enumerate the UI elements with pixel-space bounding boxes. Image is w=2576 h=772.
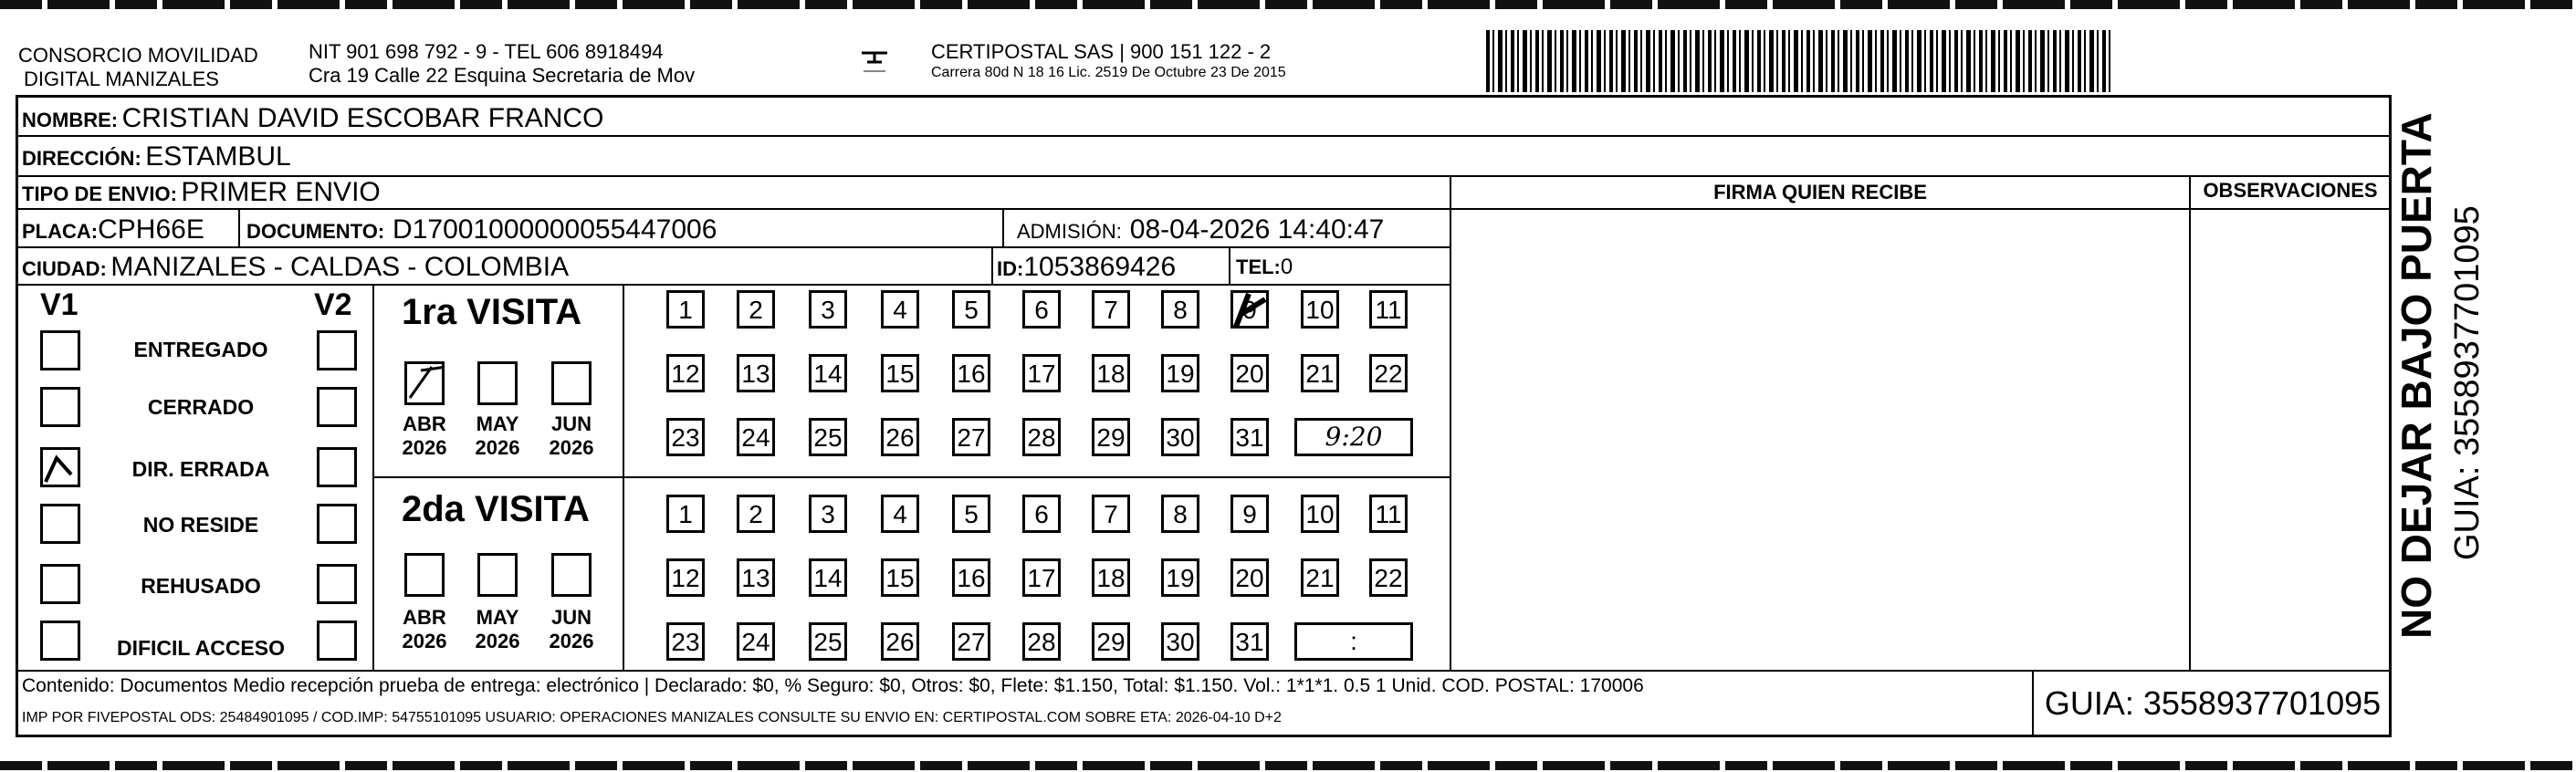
day-box[interactable]: 17 — [1022, 354, 1061, 392]
v2-checkbox-rehusado[interactable] — [317, 564, 357, 604]
day-box[interactable]: 8 — [1161, 290, 1199, 329]
day-box[interactable]: 25 — [809, 418, 847, 456]
carrier-logo — [858, 46, 891, 78]
day-box[interactable]: 21 — [1301, 558, 1339, 597]
tear-edge-top — [0, 0, 2576, 9]
day-box[interactable]: 7 — [1092, 495, 1130, 533]
day-box[interactable]: 15 — [881, 354, 919, 392]
day-box[interactable]: 7 — [1092, 290, 1130, 329]
side-guia-number: GUIA: 3558937701095 — [2448, 205, 2487, 560]
month-checkbox-abr-1[interactable] — [404, 361, 445, 405]
check-mark-icon — [40, 447, 80, 487]
day-box[interactable]: 1 — [666, 495, 705, 533]
day-box[interactable]: 6 — [1022, 290, 1061, 329]
status-dificil-acceso: DIFICIL ACCESO — [116, 636, 285, 660]
v1-checkbox-dificil-acceso[interactable] — [40, 621, 80, 661]
day-box[interactable]: 24 — [737, 622, 775, 661]
day-box[interactable]: 20 — [1230, 354, 1269, 392]
v1-checkbox-rehusado[interactable] — [40, 564, 80, 604]
day-box[interactable]: 30 — [1161, 622, 1199, 661]
month-checkbox-may-2[interactable] — [477, 553, 518, 597]
day-box[interactable]: 15 — [881, 558, 919, 597]
v1-checkbox-entregado[interactable] — [40, 330, 80, 370]
documento-field: DOCUMENTO: D17001000000055447006 — [246, 214, 717, 245]
v1-heading: V1 — [40, 287, 79, 322]
day-box[interactable]: 9 — [1230, 495, 1269, 533]
id-field: ID:1053869426 — [997, 252, 1177, 282]
col-divider — [1002, 208, 1004, 246]
observaciones-label: OBSERVACIONES — [2203, 179, 2378, 202]
status-cerrado: CERRADO — [147, 395, 255, 419]
month-checkbox-jun-1[interactable] — [551, 361, 592, 405]
handwritten-mark-icon — [1229, 287, 1274, 332]
day-box[interactable]: 27 — [952, 418, 990, 456]
time-box[interactable]: 9:20 — [1294, 418, 1413, 456]
day-box[interactable]: 28 — [1022, 418, 1061, 456]
day-box[interactable]: 12 — [666, 558, 705, 597]
day-box[interactable]: 20 — [1230, 558, 1269, 597]
day-box[interactable]: 23 — [666, 418, 705, 456]
day-box[interactable]: 26 — [881, 622, 919, 661]
month-label-abr-2: ABR 2026 — [402, 606, 447, 652]
day-box[interactable]: 1 — [666, 290, 705, 329]
day-box[interactable]: 12 — [666, 354, 705, 392]
time-box[interactable]: : — [1294, 622, 1413, 661]
status-entregado: ENTREGADO — [133, 338, 268, 361]
day-box[interactable]: 25 — [809, 622, 847, 661]
nombre-field: NOMBRE: CRISTIAN DAVID ESCOBAR FRANCO — [22, 103, 604, 133]
firma-label: FIRMA QUIEN RECIBE — [1713, 181, 1927, 203]
second-visit-title: 2da VISITA — [402, 489, 590, 529]
status-no-reside: NO RESIDE — [142, 513, 259, 537]
v2-checkbox-no-reside[interactable] — [317, 504, 357, 544]
v1-checkbox-cerrado[interactable] — [40, 387, 80, 427]
tear-edge-bottom — [0, 761, 2576, 770]
day-box[interactable]: 19 — [1161, 354, 1199, 392]
day-box[interactable]: 5 — [952, 290, 990, 329]
day-box[interactable]: 14 — [809, 354, 847, 392]
carrier-info: CERTIPOSTAL SAS | 900 151 122 - 2 Carrera 80d N 18 16 Lic. 2519 De Octubre 23 De 2015 — [931, 40, 1286, 80]
month-label-abr: ABR 2026 — [402, 412, 447, 459]
day-box[interactable]: 6 — [1022, 495, 1061, 533]
day-box[interactable]: 18 — [1092, 354, 1130, 392]
day-box[interactable]: 11 — [1369, 495, 1408, 533]
day-box[interactable]: 31 — [1230, 418, 1269, 456]
first-visit-title: 1ra VISITA — [402, 292, 582, 332]
day-box[interactable]: 8 — [1161, 495, 1199, 533]
month-label-jun-2: JUN 2026 — [549, 606, 594, 652]
tipo-envio-field: TIPO DE ENVIO: PRIMER ENVIO — [22, 177, 381, 207]
v2-checkbox-dir-errada[interactable] — [317, 447, 357, 487]
day-box[interactable]: 28 — [1022, 622, 1061, 661]
tel-field: TEL:0 — [1236, 255, 1293, 279]
admision-field: ADMISIÓN: 08-04-2026 14:40:47 — [1017, 214, 1385, 245]
ciudad-field: CIUDAD: MANIZALES - CALDAS - COLOMBIA — [22, 252, 570, 282]
month-checkbox-jun-2[interactable] — [551, 553, 592, 597]
day-box[interactable]: 22 — [1369, 558, 1408, 597]
day-box[interactable]: 14 — [809, 558, 847, 597]
month-checkbox-abr-2[interactable] — [404, 553, 445, 597]
no-dejar-bajo-puerta-warning: NO DEJAR BAJO PUERTA — [2393, 112, 2440, 639]
day-box[interactable]: 17 — [1022, 558, 1061, 597]
footer-print-line: IMP POR FIVEPOSTAL ODS: 25484901095 / COD.IMP: 54755101095 USUARIO: OPERACIONES MANIZALES CONSULTE SU ENVIO EN: CERTIPOSTAL.COM SOBRE ETA: 2026-04-10 D+2 — [22, 710, 1282, 725]
day-box[interactable]: 21 — [1301, 354, 1339, 392]
status-dir-errada: DIR. ERRADA — [131, 457, 270, 481]
day-box[interactable]: 31 — [1230, 622, 1269, 661]
day-box[interactable]: 22 — [1369, 354, 1408, 392]
day-box[interactable]: 11 — [1369, 290, 1408, 329]
v1-checkbox-no-reside[interactable] — [40, 504, 80, 544]
v2-checkbox-dificil-acceso[interactable] — [317, 621, 357, 661]
day-box[interactable]: 5 — [952, 495, 990, 533]
barcode — [1486, 30, 2112, 92]
day-box[interactable]: 24 — [737, 418, 775, 456]
day-box[interactable]: 30 — [1161, 418, 1199, 456]
month-label-may-2: MAY 2026 — [475, 606, 520, 652]
guia-box: GUIA: 3558937701095 — [2032, 670, 2392, 737]
month-checkbox-may-1[interactable] — [477, 361, 518, 405]
company-nit: NIT 901 698 792 - 9 - TEL 606 8918494 Cra 19 Calle 22 Esquina Secretaria de Mov — [309, 40, 696, 87]
status-rehusado: REHUSADO — [141, 574, 261, 598]
check-mark-icon — [404, 361, 445, 405]
day-box[interactable]: 26 — [881, 418, 919, 456]
v2-heading: V2 — [314, 287, 352, 322]
day-box[interactable]: 13 — [737, 558, 775, 597]
day-box[interactable]: 2 — [737, 495, 775, 533]
footer-content-line: Contenido: Documentos Medio recepción prueba de entrega: electrónico | Declarado: $0, % Seguro: $0, Otros: $0, Flete: $1.150, Total: $1.150. Vol.: 1*1*1. 0.5 1 Unid. COD. POSTAL: 170006 — [22, 675, 1644, 696]
v1-checkbox-dir-errada[interactable] — [40, 447, 80, 487]
day-box[interactable]: 9 — [1230, 290, 1269, 329]
day-box[interactable]: 29 — [1092, 622, 1130, 661]
day-box[interactable]: 2 — [737, 290, 775, 329]
day-box[interactable]: 23 — [666, 622, 705, 661]
day-box[interactable]: 3 — [809, 495, 847, 533]
day-box[interactable]: 18 — [1092, 558, 1130, 597]
observations-area[interactable] — [2191, 208, 2390, 670]
day-box[interactable]: 19 — [1161, 558, 1199, 597]
day-box[interactable]: 13 — [737, 354, 775, 392]
month-label-jun: JUN 2026 — [549, 412, 594, 459]
v2-checkbox-entregado[interactable] — [317, 330, 357, 370]
month-label-may: MAY 2026 — [475, 412, 520, 459]
day-box[interactable]: 16 — [952, 558, 990, 597]
day-box[interactable]: 16 — [952, 354, 990, 392]
day-box[interactable]: 10 — [1301, 495, 1339, 533]
day-box[interactable]: 27 — [952, 622, 990, 661]
v2-checkbox-cerrado[interactable] — [317, 387, 357, 427]
col-divider — [1229, 246, 1230, 284]
day-box[interactable]: 3 — [809, 290, 847, 329]
day-box[interactable]: 10 — [1301, 290, 1339, 329]
day-box[interactable]: 4 — [881, 495, 919, 533]
direccion-field: DIRECCIÓN: ESTAMBUL — [22, 141, 291, 172]
signature-area[interactable] — [1451, 208, 2189, 670]
placa-field: PLACA:CPH66E — [22, 214, 204, 245]
company-name: CONSORCIO MOVILIDAD DIGITAL MANIZALES — [18, 44, 258, 90]
day-box[interactable]: 4 — [881, 290, 919, 329]
col-divider — [238, 208, 240, 246]
visit-separator — [372, 476, 1450, 478]
col-divider — [991, 246, 993, 284]
day-box[interactable]: 29 — [1092, 418, 1130, 456]
